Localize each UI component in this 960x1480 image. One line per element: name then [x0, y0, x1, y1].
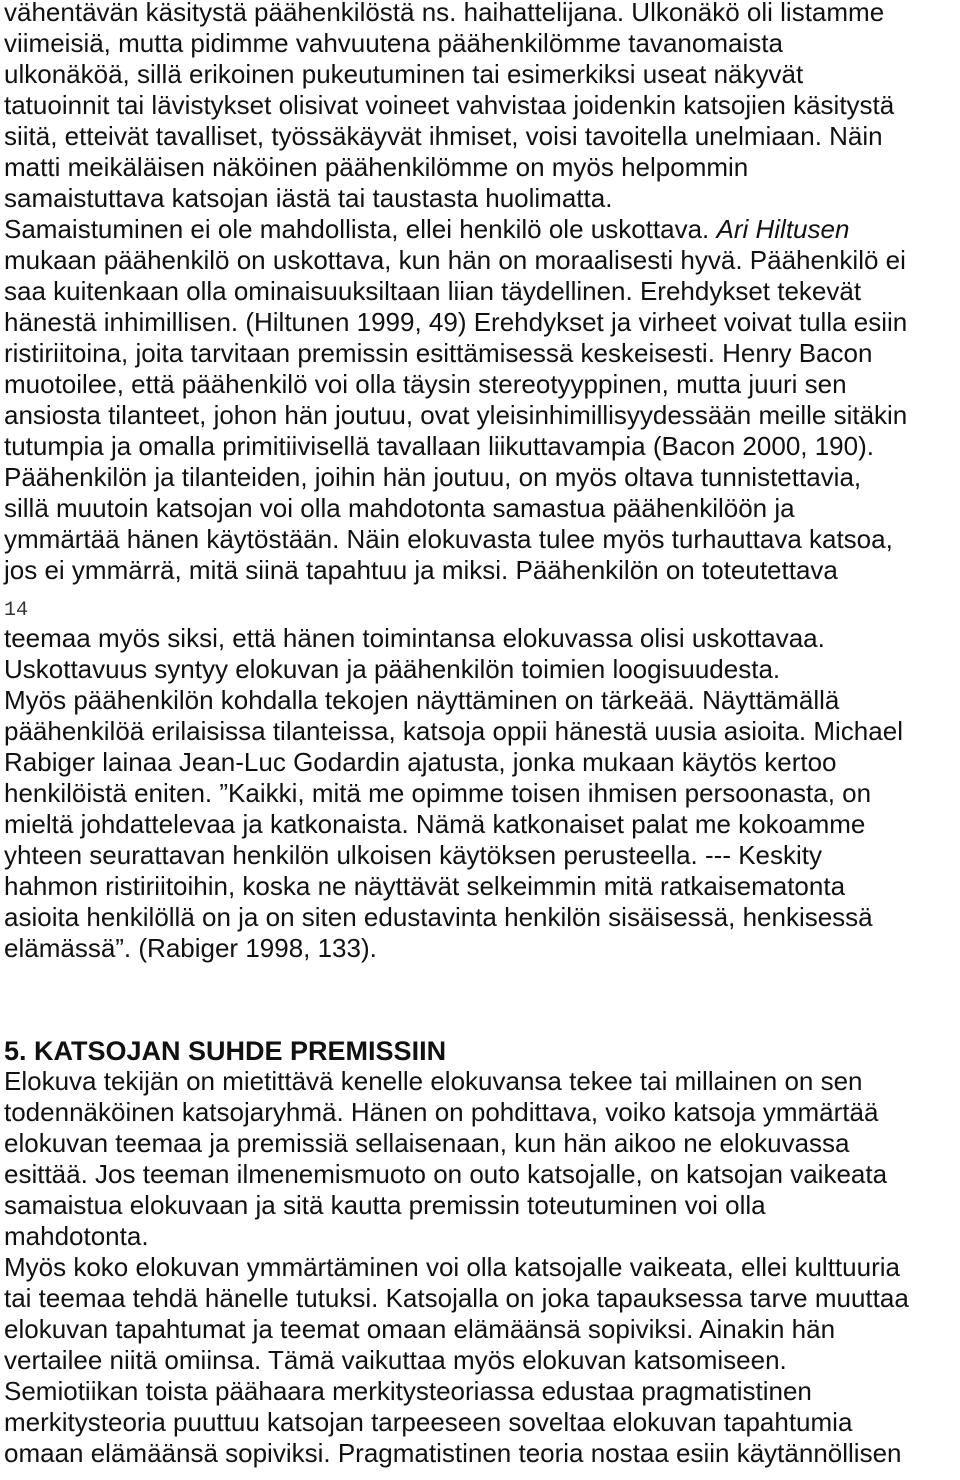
- text-line: henkilöistä eniten. ”Kaikki, mitä me opimme toisen ihmisen persoonasta, on: [4, 778, 872, 808]
- text-line: elokuvan tapahtumat ja teemat omaan elämäänsä sopiviksi. Ainakin hän: [4, 1314, 836, 1344]
- text-line: mukaan päähenkilö on uskottava, kun hän on moraalisesti hyvä. Päähenkilö ei: [4, 245, 906, 275]
- text-line: saa kuitenkaan olla ominaisuuksiltaan liian täydellinen. Erehdykset tekevät: [4, 276, 862, 306]
- text-line: mahdotonta.: [4, 1221, 149, 1251]
- text-line: Rabiger lainaa Jean-Luc Godardin ajatusta, jonka mukaan käytös kertoo: [4, 747, 837, 777]
- text-line: teemaa myös siksi, että hänen toimintansa elokuvassa olisi uskottavaa.: [4, 623, 825, 653]
- text-line: Myös koko elokuvan ymmärtäminen voi olla katsojalle vaikeata, ellei kulttuuria: [4, 1252, 900, 1282]
- text-line: ulkonäköä, sillä erikoinen pukeutuminen tai esimerkiksi useat näkyvät: [4, 59, 804, 89]
- text-line: hänestä inhimillisen. (Hiltunen 1999, 49) Erehdykset ja virheet voivat tulla esiin: [4, 307, 908, 337]
- text-line: ansiosta tilanteet, johon hän joutuu, ovat yleisinhimillisyydessään meille sitäkin: [4, 400, 908, 430]
- text-line: tai teemaa tehdä hänelle tutuksi. Katsojalla on joka tapauksessa tarve muuttaa: [4, 1283, 909, 1313]
- text-line: merkitysteoria puuttuu katsojan tarpeeseen soveltaa elokuvan tapahtumia: [4, 1407, 853, 1437]
- text-line: samaistua elokuvaan ja sitä kautta premissin toteutuminen voi olla: [4, 1190, 766, 1220]
- text-line: Päähenkilön ja tilanteiden, joihin hän joutuu, on myös oltava tunnistettavia,: [4, 462, 862, 492]
- text-line: Semiotiikan toista päähaara merkitysteoriassa edustaa pragmatistinen: [4, 1376, 812, 1406]
- text-line: matti meikäläisen näköinen päähenkilömme on myös helpommin: [4, 152, 749, 182]
- body-text-middle: [4, 623, 960, 964]
- text-line: viimeisiä, mutta pidimme vahvuutena päähenkilömme tavanomaista: [4, 28, 783, 58]
- text-line: Myös päähenkilön kohdalla tekojen näyttäminen on tärkeää. Näyttämällä: [4, 685, 840, 715]
- text-segment: Samaistuminen ei ole mahdollista, ellei henkilö ole uskottava.: [4, 214, 717, 244]
- text-line: muotoilee, että päähenkilö voi olla täysin stereotyyppinen, mutta juuri sen: [4, 369, 847, 399]
- text-line: asioita henkilöllä on ja on siten edustavinta henkilön sisäisessä, henkisessä: [4, 902, 873, 932]
- text-line: omaan elämäänsä sopiviksi. Pragmatistinen teoria nostaa esiin käytännöllisen: [4, 1438, 902, 1468]
- text-line: hahmon ristiriitoihin, koska ne näyttävät selkeimmin mitä ratkaisematonta: [4, 871, 846, 901]
- text-line: Uskottavuus syntyy elokuvan ja päähenkilön toimien loogisuudesta.: [4, 654, 781, 684]
- text-line: tutumpia ja omalla primitiivisellä tavallaan liikuttavampia (Bacon 2000, 190).: [4, 431, 874, 461]
- text-line-with-italic: [4, 214, 960, 245]
- text-line: ristiriitoina, joita tarvitaan premissin esittämisessä keskeisesti. Henry Bacon: [4, 338, 873, 368]
- text-line: ymmärtää hänen käytöstään. Näin elokuvasta tulee myös turhauttava katsoa,: [4, 524, 893, 554]
- text-line: Elokuva tekijän on mietittävä kenelle elokuvansa tekee tai millainen on sen: [4, 1066, 863, 1096]
- italic-author-name: Ari Hiltusen: [716, 214, 850, 244]
- text-line: tatuoinnit tai lävistykset olisivat voineet vahvistaa joidenkin katsojien käsitystä: [4, 90, 895, 120]
- text-line: elokuvan teemaa ja premissiä sellaisenaan, kun hän aikoo ne elokuvassa: [4, 1128, 850, 1158]
- text-line: vertailee niitä omiinsa. Tämä vaikuttaa myös elokuvan katsomiseen.: [4, 1345, 787, 1375]
- text-line: päähenkilöä erilaisissa tilanteissa, katsoja oppii hänestä uusia asioita. Michael: [4, 716, 903, 746]
- text-line: todennäköinen katsojaryhmä. Hänen on pohdittava, voiko katsoja ymmärtää: [4, 1097, 879, 1127]
- text-line: yhteen seurattavan henkilön ulkoisen käytöksen perusteella. --- Keskity: [4, 840, 822, 870]
- text-line: sillä muutoin katsojan voi olla mahdotonta samastua päähenkilöön ja: [4, 493, 795, 523]
- body-text-top: [4, 0, 960, 586]
- text-line: siitä, etteivät tavalliset, työssäkäyvät ihmiset, voisi tavoitella unelmiaan. Näin: [4, 121, 883, 151]
- body-text-bottom: [4, 1066, 960, 1469]
- text-line: samaistuttava katsojan iästä tai taustasta huolimatta.: [4, 183, 613, 213]
- text-line: vähentävän käsitystä päähenkilöstä ns. haihattelijana. Ulkonäkö oli listamme: [4, 0, 885, 27]
- page-number: 14: [4, 599, 29, 622]
- text-line: elämässä”. (Rabiger 1998, 133).: [4, 933, 377, 963]
- section-heading: 5. KATSOJAN SUHDE PREMISSIIN: [4, 1036, 447, 1066]
- text-line: esittää. Jos teeman ilmenemismuoto on outo katsojalle, on katsojan vaikeata: [4, 1159, 888, 1189]
- text-line: jos ei ymmärrä, mitä siinä tapahtuu ja miksi. Päähenkilön on toteutettava: [4, 555, 838, 585]
- text-line: mieltä johdattelevaa ja katkonaista. Nämä katkonaiset palat me kokoamme: [4, 809, 866, 839]
